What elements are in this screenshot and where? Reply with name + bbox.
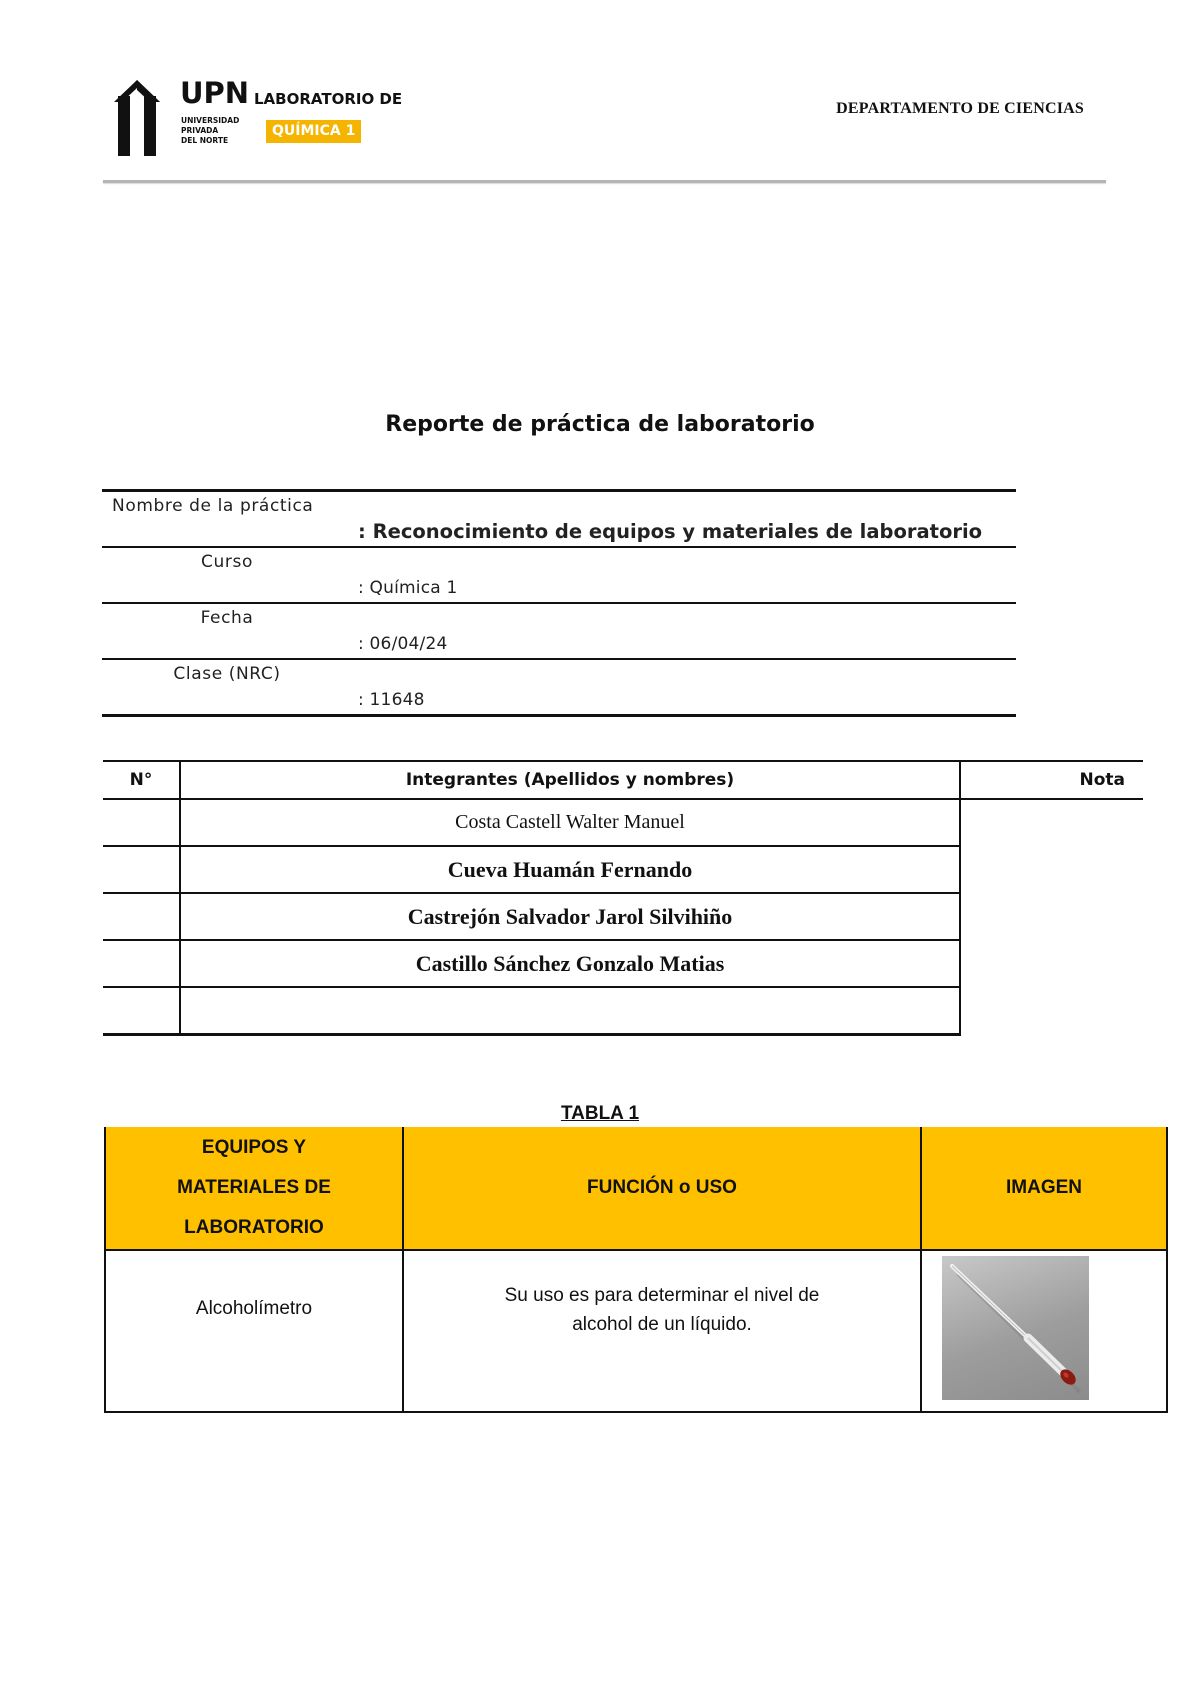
info-row-fecha	[102, 602, 1016, 658]
logo-wordmark: UPN	[180, 76, 250, 110]
practica-label: Nombre de la práctica	[112, 496, 314, 516]
fecha-value: : 06/04/24	[358, 634, 448, 654]
equipment-image-cell	[921, 1250, 1167, 1412]
member-num-cell	[103, 893, 180, 940]
logo-course-badge: QUÍMICA 1	[266, 120, 361, 143]
table-row	[103, 799, 1143, 846]
member-name-cell	[180, 987, 960, 1035]
equipment-header-line: MATERIALES DE	[177, 1177, 331, 1198]
clase-value: : 11648	[358, 690, 425, 710]
equipment-header-row	[105, 1127, 1167, 1250]
clase-label: Clase (NRC)	[173, 664, 281, 684]
table-row	[105, 1250, 1167, 1412]
curso-label: Curso	[201, 552, 253, 572]
department-title: DEPARTAMENTO DE CIENCIAS	[836, 100, 1084, 117]
member-num-cell	[103, 846, 180, 893]
member-name-cell: Cueva Huamán Fernando	[180, 846, 960, 893]
equipment-function-cell	[403, 1250, 921, 1412]
member-num-cell	[103, 940, 180, 987]
equipment-header-imagen: IMAGEN	[921, 1127, 1167, 1250]
info-row-curso	[102, 546, 1016, 602]
equipment-name-cell: Alcoholímetro	[105, 1250, 403, 1412]
upn-logo	[114, 76, 403, 158]
logo-subtitle	[181, 116, 239, 146]
members-table	[103, 760, 1143, 1036]
members-header-name: Integrantes (Apellidos y nombres)	[180, 761, 960, 799]
equipment-header-equipos	[105, 1127, 403, 1250]
upn-arrow-mark-icon	[114, 80, 170, 156]
header-divider	[103, 180, 1106, 183]
logo-subtitle-line: UNIVERSIDAD	[181, 116, 240, 125]
tabla1-caption-text: TABLA 1	[560, 1103, 640, 1124]
equipment-header-line: LABORATORIO	[184, 1217, 324, 1238]
report-title: Reporte de práctica de laboratorio	[385, 412, 815, 437]
logo-subtitle-line: PRIVADA	[181, 126, 219, 135]
alcoholmeter-photo	[942, 1256, 1089, 1400]
info-row-practica	[102, 489, 1016, 546]
equipment-header-line: EQUIPOS Y	[201, 1137, 307, 1158]
member-name-cell: Costa Castell Walter Manuel	[180, 799, 960, 846]
logo-subtitle-line: DEL NORTE	[181, 136, 229, 145]
equipment-function-line: Su uso es para determinar el nivel de	[504, 1285, 820, 1306]
logo-lab-text: LABORATORIO DE	[254, 90, 403, 108]
member-nota-cell	[960, 799, 1143, 1035]
equipment-function-line: alcohol de un líquido.	[572, 1314, 752, 1335]
members-header-nota: Nota	[960, 761, 1143, 799]
members-header-num: N°	[103, 761, 180, 799]
practice-info-block	[102, 489, 1016, 717]
member-num-cell	[103, 799, 180, 846]
info-row-clase	[102, 658, 1016, 717]
equipment-table	[104, 1127, 1168, 1413]
equipment-header-funcion: FUNCIÓN o USO	[403, 1127, 921, 1250]
alcoholmeter-icon	[942, 1256, 1089, 1400]
member-name-cell: Castillo Sánchez Gonzalo Matias	[180, 940, 960, 987]
tabla1-caption	[0, 1103, 1200, 1125]
curso-value: : Química 1	[358, 578, 458, 598]
member-name-cell: Castrejón Salvador Jarol Silvihiño	[180, 893, 960, 940]
fecha-label: Fecha	[200, 608, 254, 628]
member-num-cell	[103, 987, 180, 1035]
members-header-row	[103, 761, 1143, 799]
practica-value: : Reconocimiento de equipos y materiales de laboratorio	[358, 520, 983, 543]
